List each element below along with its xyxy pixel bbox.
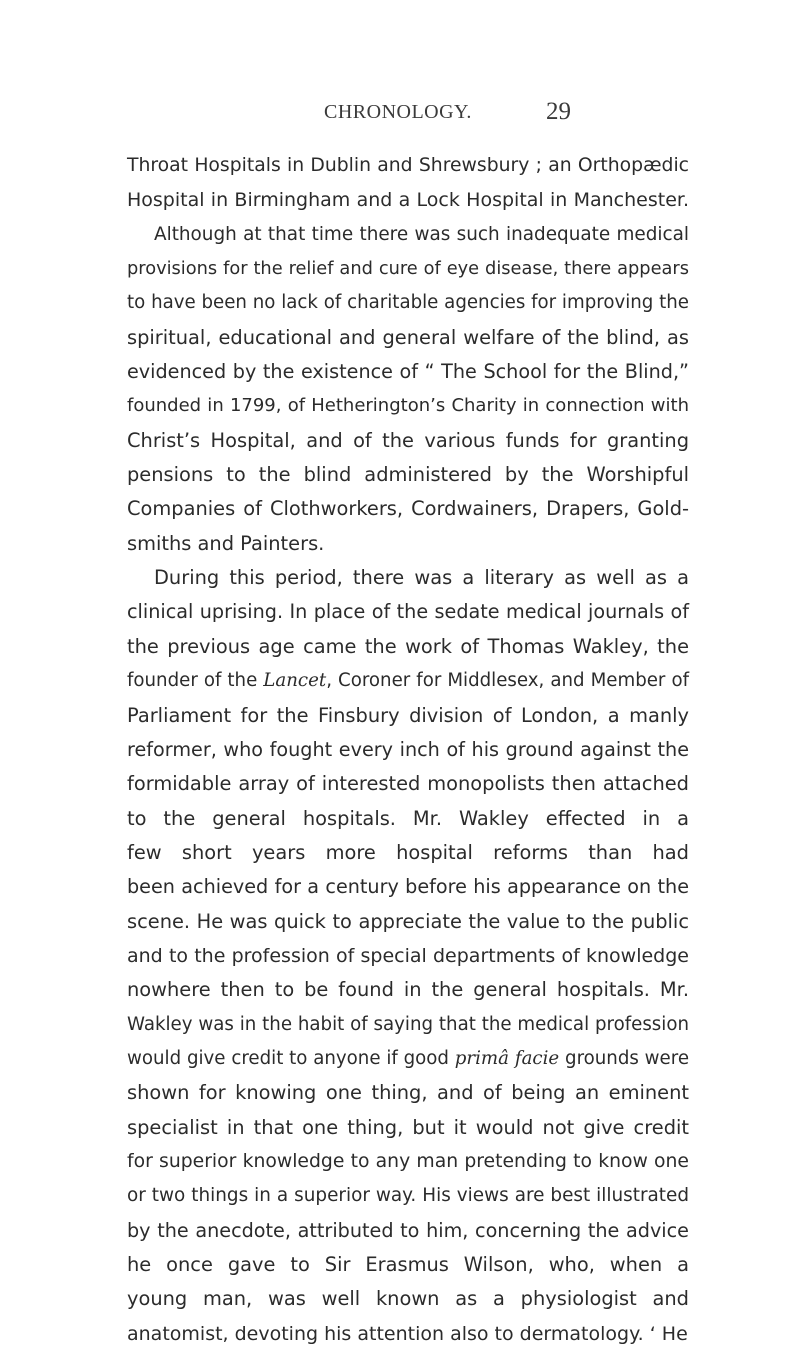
text-line: anatomist, devoting his attention also to dermatology. ‘ He: [127, 1322, 688, 1345]
text-line: formidable array of interested monopolists then attached: [127, 772, 689, 796]
text-line: Companies of Clothworkers, Cordwainers, Drapers, Gold-: [127, 497, 689, 521]
running-title: CHRONOLOGY.: [324, 101, 472, 123]
text-line: provisions for the relief and cure of eye disease, there appears: [127, 258, 689, 280]
running-head: [0, 98, 800, 131]
text-line: reformer, who fought every inch of his ground against the: [127, 737, 689, 761]
text-line: During this period, there was a literary as well as a: [154, 566, 689, 590]
page-number: 29: [546, 98, 571, 125]
text-line: Christ’s Hospital, and of the various funds for granting: [127, 428, 689, 452]
text-line: scene. He was quick to appreciate the value to the public: [127, 909, 689, 933]
text-line: or two things in a superior way. His views are best illustrated: [127, 1185, 689, 1207]
italic-term: primâ facie: [454, 1047, 560, 1069]
text-line: he once gave to Sir Erasmus Wilson, who, when a: [127, 1253, 689, 1276]
text-line: the previous age came the work of Thomas Wakley, the: [127, 634, 689, 658]
text-line: spiritual, educational and general welfare of the blind, as: [127, 325, 689, 349]
text-run: founder of the: [127, 670, 264, 692]
body-text: [127, 149, 689, 1351]
text-line: Throat Hospitals in Dublin and Shrewsbury ; an Orthopædic: [127, 155, 689, 176]
text-line: for superior knowledge to any man pretending to know one: [127, 1150, 689, 1172]
text-line: Parliament for the Finsbury division of London, a manly: [127, 703, 689, 727]
text-line: evidenced by the existence of “ The School for the Blind,”: [127, 360, 689, 384]
text-line: to have been no lack of charitable agencies for improving the: [127, 292, 689, 314]
text-line: clinical uprising. In place of the sedate medical journals of: [127, 600, 689, 624]
text-line: specialist in that one thing, but it would not give credit: [127, 1115, 689, 1139]
text-line: and to the profession of special departments of knowledge: [127, 944, 689, 967]
text-line: Although at that time there was such inadequate medical: [154, 223, 689, 245]
text-line: Hospital in Birmingham and a Lock Hospital in Manchester.: [127, 189, 689, 212]
text-line: by the anecdote, attributed to him, concerning the advice: [127, 1218, 689, 1242]
text-line: been achieved for a century before his appearance on the: [127, 875, 689, 899]
text-run: grounds were: [559, 1047, 690, 1069]
text-line: nowhere then to be found in the general hospitals. Mr.: [127, 978, 689, 1002]
text-line: [127, 1042, 689, 1076]
text-line: [127, 664, 689, 698]
text-line: pensions to the blind administered by the Worshipful: [127, 463, 689, 487]
text-line: few short years more hospital reforms than had: [127, 840, 689, 864]
text-run: , Coroner for Middlesex, and Member of: [326, 670, 689, 692]
text-line: shown for knowing one thing, and of being an eminent: [127, 1081, 689, 1105]
text-run: would give credit to anyone if good: [127, 1047, 455, 1069]
text-line: founded in 1799, of Hetherington’s Charity in connection with: [127, 395, 689, 417]
text-line: to the general hospitals. Mr. Wakley effected in a: [127, 806, 689, 830]
text-line: young man, was well known as a physiologist and: [127, 1287, 689, 1311]
text-line: Wakley was in the habit of saying that the medical profession: [127, 1013, 689, 1035]
italic-term: Lancet: [263, 670, 327, 692]
text-line: smiths and Painters.: [127, 531, 325, 555]
